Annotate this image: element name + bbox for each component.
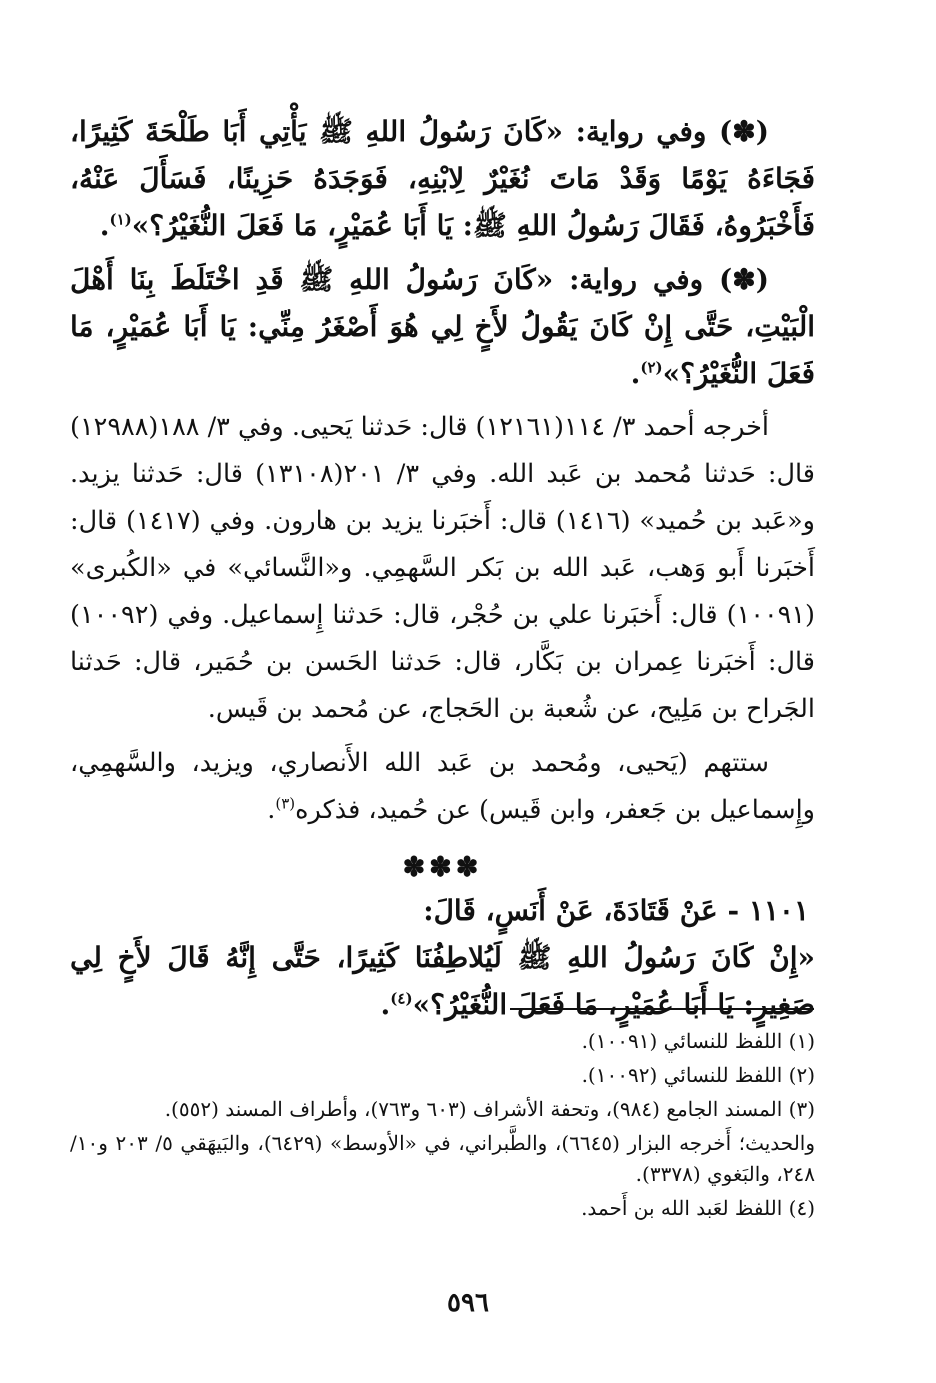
page-body	[70, 108, 815, 1028]
footnote-2: (٢) اللفظ للنسائي (١٠٠٩٢).	[581, 1063, 815, 1087]
footnote-ref: (١)	[109, 210, 132, 229]
sentence-end: .	[380, 988, 391, 1021]
footnote-3: (٣) المسند الجامع (٩٨٤)، وتحفة الأشراف (٦٠٣ و٧٦٣)، وأطراف المسند (٥٥٢).	[164, 1097, 815, 1121]
hadith-dash: -	[727, 894, 740, 927]
footnote-4: (٤) اللفظ لعَبد الله بن أَحمد.	[581, 1196, 815, 1220]
sentence-end: .	[267, 795, 276, 825]
hadith-header	[70, 887, 815, 934]
takhrij-text: أخرجه أحمد ٣/ ١١٤(١٢١٦١) قال: حَدثنا يَحيى. وفي ٣/ ١٨٨(١٢٩٨٨) قال: حَدثنا مُحمد بن عَبد الله. وفي ٣/ ٢٠١(١٣١٠٨) قال: حَدثنا يزيد. و«عَبد بن حُميد» (١٤١٦) قال: أَخبَرنا يزيد بن هارون. وفي (١٤١٧) قال: أَخبَرنا أَبو وَهب، عَبد الله بن بَكر السَّهمِي. و«النَّسائي» في «الكُبرى» (١٠٠٩١) قال: أَخبَرنا علي بن حُجْر، قال: حَدثنا إِسماعيل. وفي (١٠٠٩٢) قال: أَخبَرنا عِمران بن بَكَّار، قال: حَدثنا الحَسن بن حُمَير، قال: حَدثنا الجَراح بن مَلِيح، عن شُعبة بن الحَجاج، عن مُحمد بن قَيس.	[69, 412, 815, 724]
summary-paragraph	[70, 740, 815, 834]
hadith-number: ١١٠١	[748, 894, 809, 927]
sentence-end: .	[99, 209, 110, 242]
hadith-text	[70, 934, 815, 1028]
narration-text: (✽) وفي رواية: «كَانَ رَسُولُ اللهِ ﷺ قَدِ اخْتَلَطَ بِنَا أَهْلَ الْبَيْتِ، حَتَّى إِنْ كَانَ يَقُولُ لأَخٍ لِي هُوَ أَصْغَرُ مِنِّي: يَا أَبَا عُمَيْرٍ، مَا فَعَلَ النُّغَيْرُ؟»	[70, 263, 815, 390]
narration-paragraph-1	[70, 108, 815, 249]
narration-paragraph-2	[70, 256, 815, 397]
page-number: ٥٩٦	[447, 1288, 489, 1318]
footnote-ref: (٣)	[275, 794, 296, 813]
takhrij-paragraph	[70, 404, 815, 733]
footnote-divider	[510, 1008, 814, 1010]
hadith-isnad: عَنْ قَتَادَةَ، عَنْ أَنَسٍ، قَالَ:	[423, 894, 718, 927]
footnote-3-continued: والحديث؛ أَخرجه البزار (٦٦٤٥)، والطَّبراني، في «الأوسط» (٦٤٢٩)، والبَيهَقي ٥/ ٢٠٣ و١٠/ ٢٤٨، والبَغوي (٣٣٧٨).	[70, 1131, 816, 1186]
footnote-1: (١) اللفظ للنسائي (١٠٠٩١).	[581, 1029, 815, 1053]
footnote-ref: (٤)	[390, 989, 413, 1008]
footnote-ref: (٢)	[640, 358, 663, 377]
hadith-matn: «إِنْ كَانَ رَسُولُ اللهِ ﷺ لَيُلاطِفُنَا كَثِيرًا، حَتَّى إِنَّهُ قَالَ لأَخٍ لِي صَغِيرٍ: يَا أَبَا عُمَيْرٍ، مَا فَعَلَ النُّغَيْرُ؟»	[70, 941, 815, 1021]
sentence-end: .	[630, 357, 641, 390]
narration-text: (✽) وفي رواية: «كَانَ رَسُولُ اللهِ ﷺ يَأْتِي أَبَا طَلْحَةَ كَثِيرًا، فَجَاءَهُ يَوْمًا وَقَدْ مَاتَ نُغَيْرٌ لِابْنِهِ، فَوَجَدَهُ حَزِينًا، فَسَأَلَ عَنْهُ، فَأَخْبَرُوهُ، فَقَالَ رَسُولُ اللهِ ﷺ: يَا أَبَا عُمَيْرٍ، مَا فَعَلَ النُّغَيْرُ؟»	[70, 115, 815, 242]
footnotes	[70, 1026, 815, 1227]
summary-text: ستتهم (يَحيى، ومُحمد بن عَبد الله الأَنصاري، ويزيد، والسَّهمِي، وإِسماعيل بن جَعفر، وابن قَيس) عن حُميد، فذكره	[70, 748, 815, 825]
section-separator: ✽✽✽	[402, 852, 483, 883]
